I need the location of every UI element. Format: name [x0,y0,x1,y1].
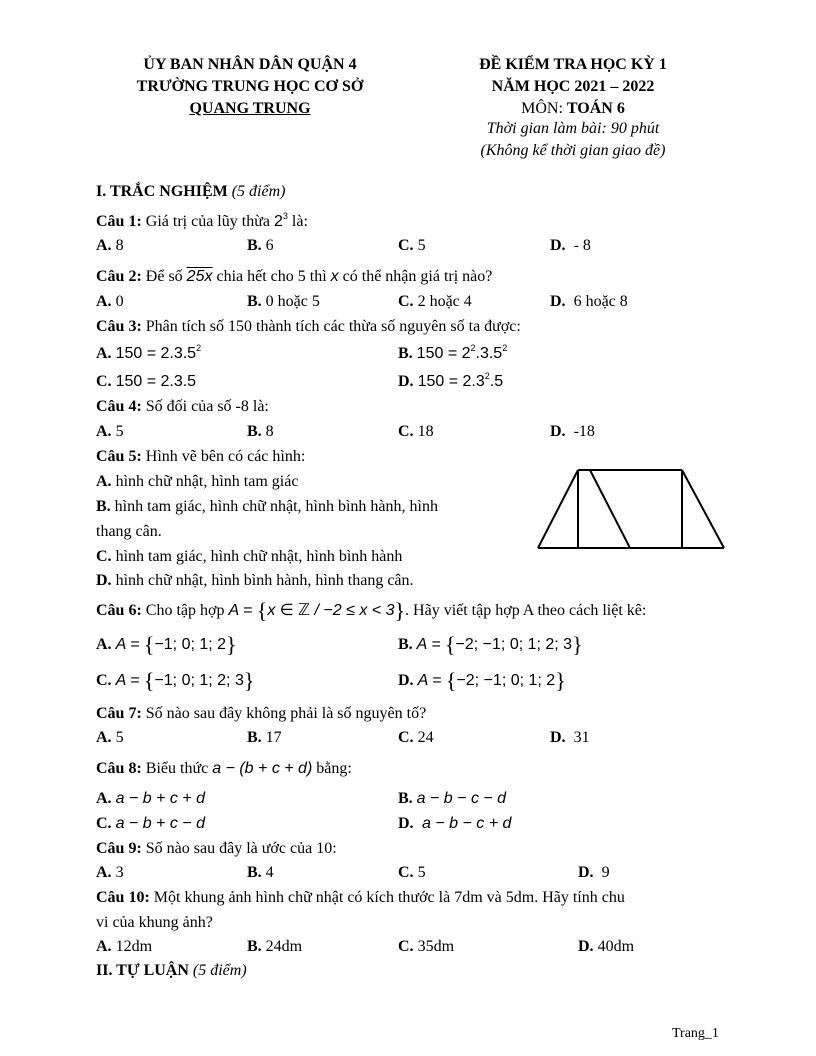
figure-left-side [538,470,578,548]
question-4: Câu 4: Số đối của số -8 là: [96,398,269,415]
q8-option-b[interactable]: B. a − b − c − d [398,790,507,807]
q5-option-b-cont: thang cân. [96,523,162,540]
q2-option-a[interactable]: A. 0 [96,293,124,310]
q9-option-a[interactable]: A. 3 [96,864,124,881]
q4-option-c[interactable]: C. 18 [398,423,434,440]
q10-option-c[interactable]: C. 35dm [398,938,455,955]
section1-heading: I. TRẮC NGHIỆM (5 điểm) [96,183,286,200]
q8-option-a[interactable]: A. a − b + c + d [96,790,205,807]
q6-option-c[interactable]: C. A = {−1; 0; 1; 2; 3} [96,668,255,693]
question-5: Câu 5: Hình vẽ bên có các hình: [96,448,306,465]
exam-title: ĐỀ KIỂM TRA HỌC KỲ 1 [479,56,667,73]
header-left-line3: QUANG TRUNG [189,100,311,117]
q3-option-b[interactable]: B. $150 = 2^2.3.5^2$ [398,343,508,362]
school-year: NĂM HỌC 2021 – 2022 [491,78,655,95]
question-10: Câu 10: Một khung ảnh hình chữ nhật có kích thước là 7dm và 5dm. Hãy tính chu [96,889,625,906]
header-left-line2: TRƯỜNG TRUNG HỌC CƠ SỞ [136,78,364,95]
q4-option-d[interactable]: D. -18 [550,423,595,440]
exam-note: (Không kể thời gian giao đề) [480,142,666,159]
q5-option-c[interactable]: C. hình tam giác, hình chữ nhật, hình bình hành [96,548,403,565]
q9-option-d[interactable]: D. 9 [578,864,610,881]
question-2: Câu 2: Để số 25x chia hết cho 5 thì x có thể nhận giá trị nào? [96,268,493,285]
question-7: Câu 7: Số nào sau đây không phải là số nguyên tố? [96,705,427,722]
q9-option-c[interactable]: C. 5 [398,864,426,881]
q3-option-c[interactable]: C. 150 = 2.3.5 [96,373,197,390]
q6-option-d[interactable]: D. A = {−2; −1; 0; 1; 2} [398,668,566,693]
q1-option-c[interactable]: C. 5 [398,237,426,254]
q5-option-b[interactable]: B. hình tam giác, hình chữ nhật, hình bình hành, hình [96,498,438,515]
q9-option-b[interactable]: B. 4 [247,864,274,881]
q5-option-a[interactable]: A. hình chữ nhật, hình tam giác [96,473,299,490]
q2-option-c[interactable]: C. 2 hoặc 4 [398,293,472,310]
q3-option-a[interactable]: A. $150 = 2.3.5^2$ [96,343,202,362]
question-6: Câu 6: Cho tập hợp A = {x ∈ ℤ / −2 ≤ x < 3}. Hãy viết tập hợp A theo cách liệt kê: [96,598,647,623]
header-left-line1: ỦY BAN NHÂN DÂN QUẬN 4 [143,56,357,73]
q8-option-d[interactable]: D. a − b − c + d [398,815,512,832]
question-8: Câu 8: Biểu thức a − (b + c + d) bằng: [96,760,352,777]
q10-option-a[interactable]: A. 12dm [96,938,153,955]
q7-option-d[interactable]: D. 31 [550,729,590,746]
q6-option-a[interactable]: A. A = {−1; 0; 1; 2} [96,632,237,657]
question-3: Câu 3: Phân tích số 150 thành tích các thừa số nguyên số ta được: [96,318,521,335]
exam-time: Thời gian làm bài: 90 phút [486,120,660,137]
figure-diagonal [590,470,630,548]
q4-option-b[interactable]: B. 8 [247,423,274,440]
q3-option-d[interactable]: D. $150 = 2.3^2.5$ [398,371,504,390]
trapezoid-figure [534,468,728,552]
q2-option-b[interactable]: B. 0 hoặc 5 [247,293,320,310]
q5-option-d[interactable]: D. hình chữ nhật, hình bình hành, hình thang cân. [96,572,414,589]
question-10-cont: vi của khung ảnh? [96,914,213,931]
page-number: Trang_1 [672,1026,719,1041]
question-1: Câu 1: Giá trị của lũy thừa $2^3$ là: [96,211,308,230]
q2-option-d[interactable]: D. 6 hoặc 8 [550,293,628,310]
q4-option-a[interactable]: A. 5 [96,423,124,440]
q8-option-c[interactable]: C. a − b + c − d [96,815,205,832]
q10-option-d[interactable]: D. 40dm [578,938,635,955]
section2-heading: II. TỰ LUẬN (5 điểm) [96,962,247,979]
q1-option-a[interactable]: A. 8 [96,237,124,254]
question-9: Câu 9: Số nào sau đây là ước của 10: [96,840,337,857]
q1-option-d[interactable]: D. - 8 [550,237,591,254]
subject-line: MÔN: TOÁN 6 [521,100,625,117]
q1-option-b[interactable]: B. 6 [247,237,274,254]
figure-right-side [682,470,724,548]
q7-option-a[interactable]: A. 5 [96,729,124,746]
q10-option-b[interactable]: B. 24dm [247,938,303,955]
q7-option-c[interactable]: C. 24 [398,729,434,746]
q7-option-b[interactable]: B. 17 [247,729,282,746]
q6-option-b[interactable]: B. A = {−2; −1; 0; 1; 2; 3} [398,632,583,657]
